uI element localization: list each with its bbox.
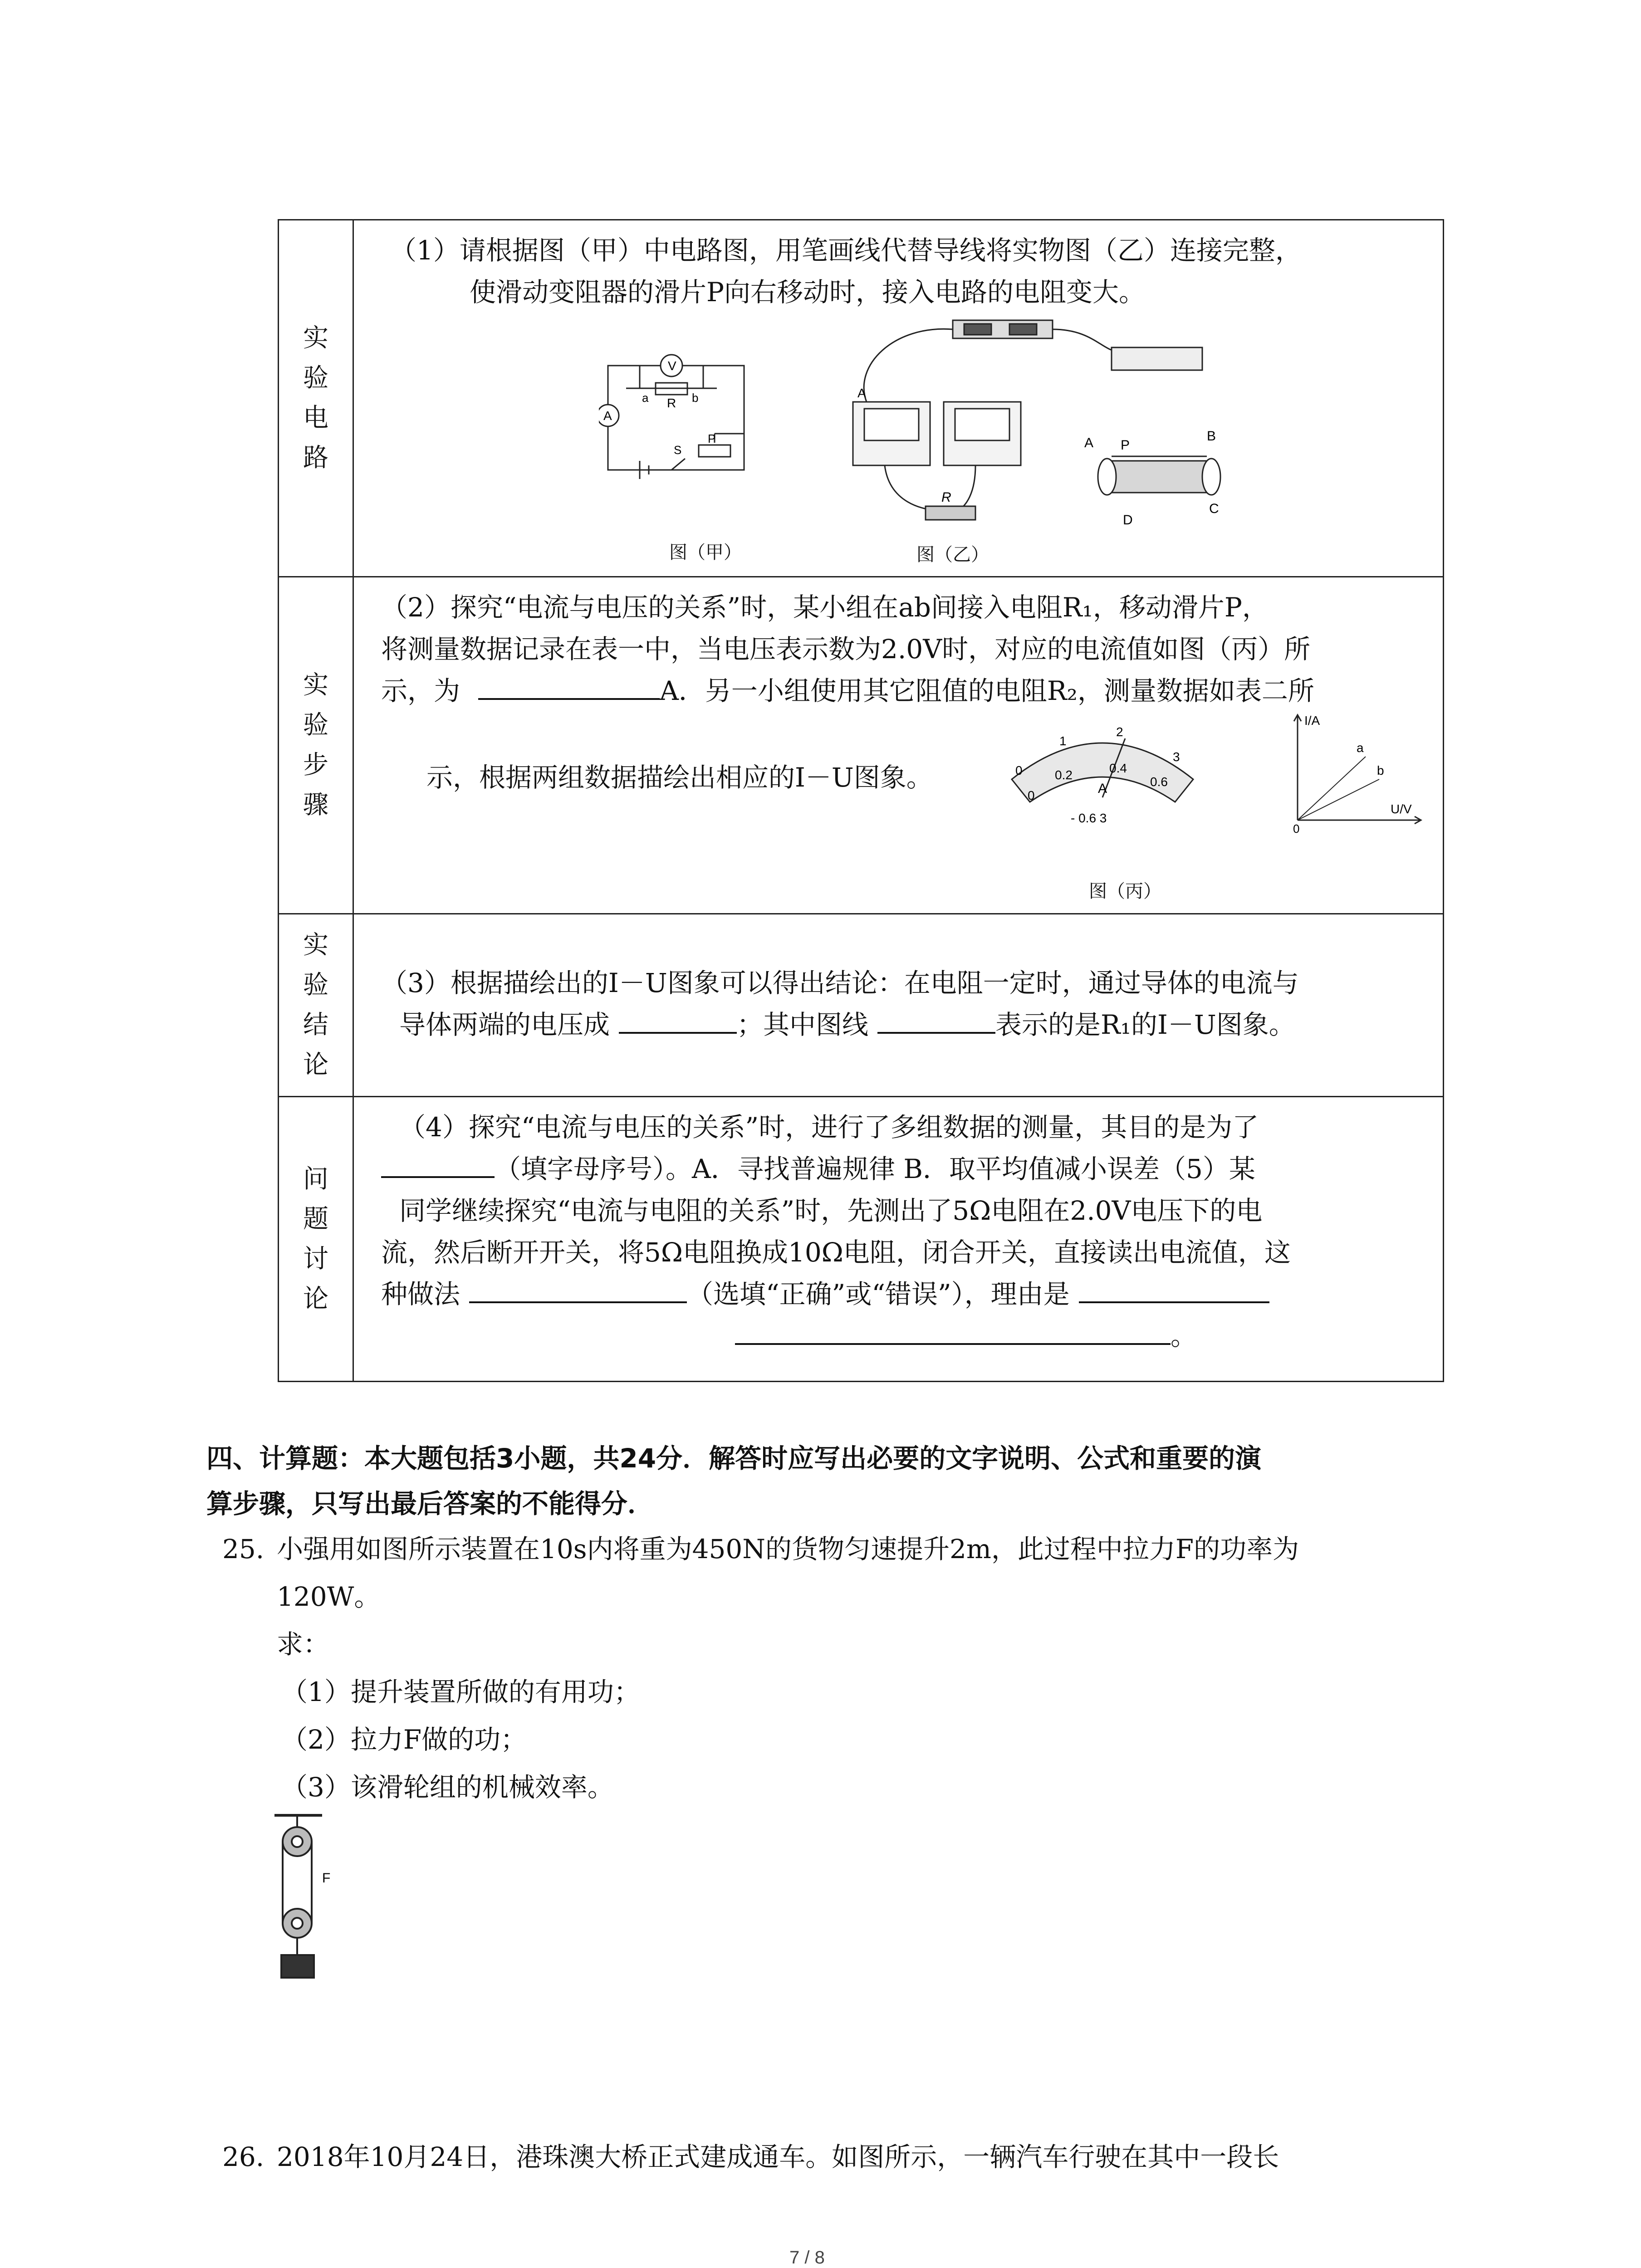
section4-heading-line1: 四、计算题：本大题包括3小题，共24分．解答时应写出必要的文字说明、公式和重要的演 [206,1443,1262,1474]
q5-line6-end: 。 [1171,1320,1197,1351]
q2-line3-start: 示，为 [381,675,460,706]
meter-scale-1: 1 [1059,734,1067,748]
pulley-diagram [268,1810,349,1982]
page-number: 7 / 8 [789,2248,825,2268]
q25-item-3: （3）该滑轮组的机械效率。 [281,1772,614,1803]
fig-jia-label-p: P [708,432,716,445]
q2-line3 [381,670,1314,712]
graph-line-b: b [1377,763,1384,777]
fig-yi-label-c: C [1209,501,1219,516]
q3-line1: （3）根据描绘出的I－U图象可以得出结论：在电阻一定时，通过导体的电流与 [381,968,1299,998]
meter-scale-2: 2 [1116,725,1123,739]
fig-jia-label-b: b [692,391,699,405]
fig-jia-caption: 图（甲） [669,542,742,563]
fig-jia-label-a: a [642,391,649,405]
q25-number: 25. [222,1534,265,1564]
experiment-table [278,219,1444,1382]
answer-blank-correct-or-wrong[interactable] [469,1275,687,1303]
fig-jia-label-s: S [674,443,682,457]
fig-yi-label-b: B [1207,429,1216,444]
q25-item-2: （2）拉力F做的功； [281,1724,527,1755]
fig-yi-label-p: P [1121,438,1130,453]
answer-blank-reason-1[interactable] [1079,1275,1269,1303]
q3-line2 [399,1004,1295,1046]
row-label-cell [279,577,353,914]
fig-yi-label-a: A [857,386,866,400]
row-label: 实验结论 [303,930,328,1080]
q25-line2: 120W。 [277,1581,381,1612]
graph-axis-u: U/V [1391,802,1412,816]
content-cell [353,1097,1444,1382]
q3-line2-end: 表示的是R₁的I－U图象。 [995,1009,1295,1040]
iu-graph [1284,707,1434,834]
q5-line5-start: 种做法 [381,1279,460,1310]
graph-line-a: a [1357,741,1364,755]
meter-unit-a: A [1098,781,1107,796]
answer-blank-purpose[interactable] [381,1150,495,1178]
q5-line6 [735,1315,1197,1357]
fig-yi-label-a-terminal: A [1084,435,1094,450]
q26-line1: 2018年10月24日，港珠澳大桥正式建成通车。如图所示，一辆汽车行驶在其中一段长 [277,2141,1279,2172]
apparatus-diagram-yi [839,311,1266,538]
meter-terminals: - 0.6 3 [1071,811,1107,825]
q5-line4: 流，然后断开开关，将5Ω电阻换成10Ω电阻，闭合开关，直接读出电流值，这 [381,1237,1291,1268]
answer-blank-current[interactable] [478,672,660,700]
row-label: 实验电路 [303,323,328,473]
content-cell [353,220,1444,577]
fig-jia-label-r: R [667,396,676,410]
q26-number: 26. [222,2141,265,2172]
row-experiment-circuit [279,220,1444,577]
answer-blank-line[interactable] [877,1006,995,1034]
row-problem-discussion [279,1097,1444,1382]
q4-line2-text: （填字母序号）。A．寻找普遍规律 B．取平均值减小误差（5）某 [495,1154,1255,1184]
circuit-diagram-jia [599,352,789,529]
graph-origin: 0 [1293,822,1300,834]
q4-line2 [381,1148,1255,1190]
row-label-cell [279,220,353,577]
q2-line4: 示，根据两组数据描绘出相应的I－U图象。 [426,762,933,793]
row-label: 实验步骤 [303,670,328,820]
meter-scale-04: 0.4 [1109,761,1127,775]
meter-scale-0: 0 [1015,763,1023,777]
q1-line1: （1）请根据图（甲）中电路图，用笔画线代替导线将实物图（乙）连接完整， [390,235,1302,266]
q2-line1: （2）探究“电流与电压的关系”时，某小组在ab间接入电阻R₁，移动滑片P， [381,592,1269,623]
fig-yi-label-r: R [941,490,951,505]
meter-scale-3: 3 [1173,750,1180,764]
meter-scale-0-small: 0 [1028,788,1035,802]
content-cell [353,577,1444,914]
q5-line3: 同学继续探究“电流与电阻的关系”时，先测出了5Ω电阻在2.0V电压下的电 [399,1195,1263,1226]
pulley-force-label: F [322,1871,331,1886]
fig-jia-label-v: V [668,359,676,373]
answer-blank-proportion[interactable] [619,1006,737,1034]
fig-yi-label-d: D [1123,513,1133,528]
graph-axis-i: I/A [1304,714,1320,728]
q3-line2-mid: ；其中图线 [737,1009,869,1040]
row-label-cell [279,1097,353,1382]
q2-line2: 将测量数据记录在表一中，当电压表示数为2.0V时，对应的电流值如图（丙）所 [381,634,1311,665]
meter-scale-06: 0.6 [1150,775,1168,789]
q25-item-1: （1）提升装置所做的有用功； [281,1677,640,1707]
q3-line2-start: 导体两端的电压成 [399,1009,610,1040]
content-cell [353,914,1444,1097]
row-label: 问题讨论 [303,1164,328,1314]
q4-line1: （4）探究“电流与电压的关系”时，进行了多组数据的测量，其目的是为了 [399,1112,1259,1143]
section4-heading-line2: 算步骤，只写出最后答案的不能得分． [206,1488,654,1519]
q1-line2: 使滑动变阻器的滑片P向右移动时，接入电路的电阻变大。 [470,277,1146,308]
q25-ask: 求： [277,1629,330,1660]
row-experiment-steps [279,577,1444,914]
fig-bing-caption: 图（丙） [1089,881,1161,902]
answer-blank-reason-2[interactable] [735,1317,1171,1345]
row-experiment-conclusion [279,914,1444,1097]
q5-line5-mid: （选填“正确”或“错误”），理由是 [687,1279,1070,1310]
q25-line1: 小强用如图所示装置在10s内将重为450N的货物匀速提升2m，此过程中拉力F的功率为 [277,1534,1299,1564]
fig-jia-label-ammeter: A [603,409,612,423]
fig-yi-caption: 图（乙） [916,544,989,565]
q5-line5 [381,1273,1269,1315]
row-label-cell [279,914,353,1097]
meter-scale-02: 0.2 [1055,768,1073,782]
q2-line3-end: A．另一小组使用其它阻值的电阻R₂，测量数据如表二所 [660,675,1314,706]
ammeter-diagram-bing [1003,711,1202,856]
